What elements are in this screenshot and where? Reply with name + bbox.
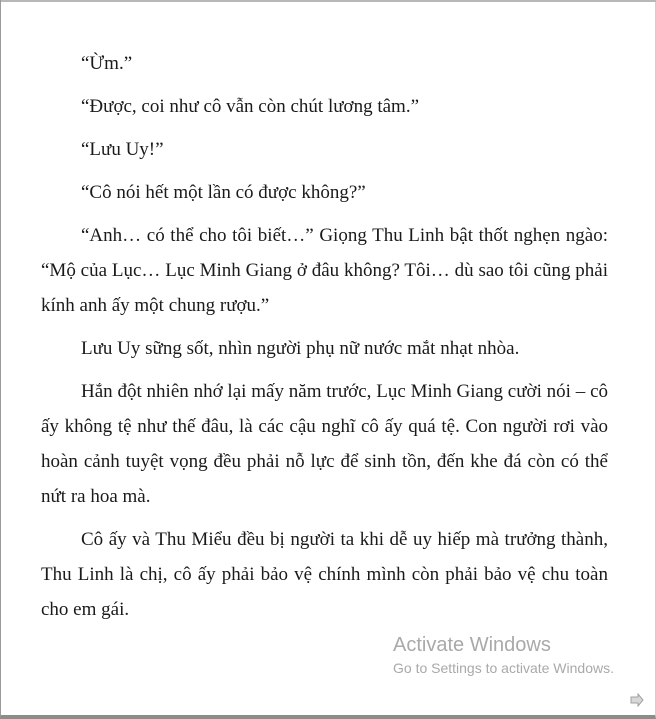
watermark-title: Activate Windows bbox=[393, 634, 551, 656]
paragraph-6: Lưu Uy sững sốt, nhìn người phụ nữ nước mắt nhạt nhòa. bbox=[81, 338, 520, 359]
paragraph-2: “Được, coi như cô vẫn còn chút lương tâm.” bbox=[81, 96, 420, 117]
scroll-arrow-icon[interactable] bbox=[629, 693, 645, 707]
activate-windows-watermark bbox=[393, 632, 653, 678]
window-top-border bbox=[1, 0, 656, 2]
document-page bbox=[41, 46, 608, 635]
paragraph-8: Cô ấy và Thu Miểu đều bị người ta khi dễ uy hiếp mà trưởng thành, Thu Linh là chị, cô ấy phải bảo vệ chính mình còn phải bảo vệ chu toàn cho em gái. bbox=[41, 529, 608, 620]
paragraph-3: “Lưu Uy!” bbox=[81, 139, 164, 160]
paragraph-5: “Anh… có thể cho tôi biết…” Giọng Thu Linh bật thốt nghẹn ngào: “Mộ của Lục… Lục Minh Giang ở đâu không? Tôi… dù sao tôi cũng phải kính anh ấy một chung rượu.” bbox=[41, 225, 608, 316]
paragraph-7: Hắn đột nhiên nhớ lại mấy năm trước, Lục Minh Giang cười nói – cô ấy không tệ như thế đâu, là các cậu nghĩ cô ấy quá tệ. Con người rơi vào hoàn cảnh tuyệt vọng đều phải nỗ lực để sinh tồn, đến khe đá còn có thể nứt ra hoa mà. bbox=[41, 381, 608, 507]
paragraph-4: “Cô nói hết một lần có được không?” bbox=[81, 182, 366, 203]
paragraph-1: “Ừm.” bbox=[81, 53, 133, 74]
watermark-subtitle: Go to Settings to activate Windows. bbox=[393, 660, 614, 676]
